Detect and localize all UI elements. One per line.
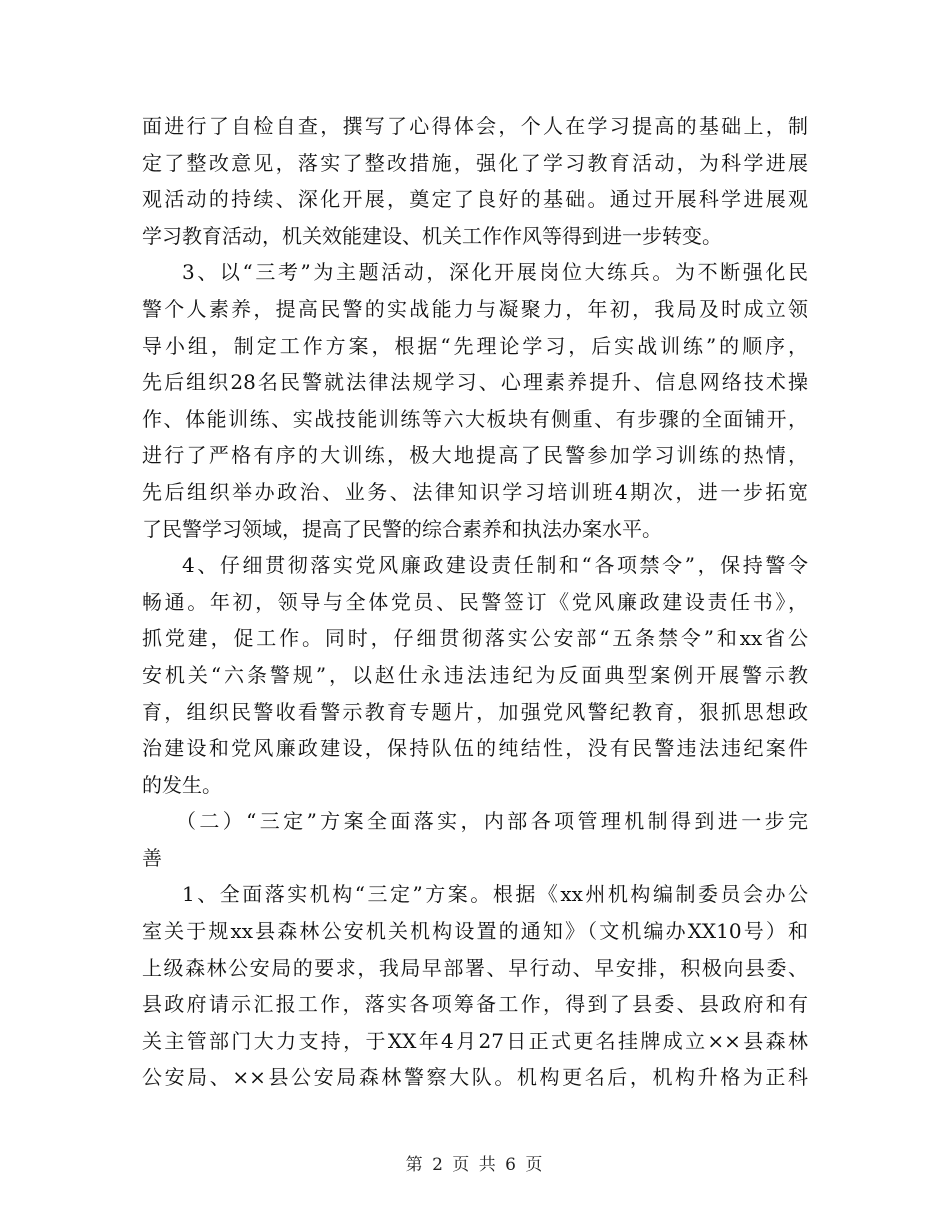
body-line-7: 导小组，制定工作方案，根据“先理论学习，后实战训练”的顺序，: [142, 333, 808, 358]
body-line-25: 县政府请示汇报工作，落实各项筹备工作，得到了县委、县政府和有: [142, 992, 808, 1017]
body-line-11: 先后组织举办政治、业务、法律知识学习培训班4期次，进一步拓宽: [142, 479, 808, 504]
body-line-26: 关主管部门大力支持，于XX年4月27日正式更名挂牌成立××县森林: [142, 1028, 808, 1053]
body-line-8: 先后组织28名民警就法律法规学习、心理素养提升、信息网络技术操: [142, 370, 808, 395]
page-number-footer: 第 2 页 共 6 页: [405, 1155, 545, 1175]
body-line-9: 作、体能训练、实战技能训练等六大板块有侧重、有步骤的全面铺开，: [142, 406, 808, 431]
body-line-24: 上级森林公安局的要求，我局早部署、早行动、早安排，积极向县委、: [142, 955, 808, 980]
body-line-23: 室关于规xx县森林公安机关机构设置的通知》（文机编办XX10号）和: [142, 919, 808, 944]
body-line-2: 定了整改意见，落实了整改措施，强化了学习教育活动，为科学进展: [142, 150, 808, 175]
body-line-19: 的发生。: [142, 772, 222, 797]
body-line-6: 警个人素养，提高民警的实战能力与凝聚力，年初，我局及时成立领: [142, 296, 808, 321]
subsection-2-heading-cont: 善: [142, 845, 162, 870]
body-line-3: 观活动的持续、深化开展，奠定了良好的基础。通过开展科学进展观: [142, 187, 808, 212]
body-line-15: 抓党建，促工作。同时，仔细贯彻落实公安部“五条禁令”和xx省公: [142, 626, 808, 651]
document-body: [142, 108, 808, 1096]
body-line-1: 面进行了自检自查，撰写了心得体会，个人在学习提高的基础上，制: [142, 114, 808, 138]
body-line-16: 安机关“六条警规”，以赵仕永违法违纪为反面典型案例开展警示教: [142, 662, 808, 687]
body-line-27: 公安局、××县公安局森林警察大队。机构更名后，机构升格为正科: [142, 1065, 808, 1090]
section-3-heading-line: 3、以“三考”为主题活动，深化开展岗位大练兵。为不断强化民: [182, 260, 808, 285]
body-line-4: 学习教育活动，机关效能建设、机关工作作风等得到进一步转变。: [142, 223, 722, 248]
body-line-17: 育，组织民警收看警示教育专题片，加强党风警纪教育，狠抓思想政: [142, 699, 808, 724]
section-4-heading-line: 4、仔细贯彻落实党风廉政建设责任制和“各项禁令”，保持警令: [182, 553, 808, 578]
body-line-12: 了民警学习领域，提高了民警的综合素养和执法办案水平。: [142, 516, 662, 541]
body-line-18: 治建设和党风廉政建设，保持队伍的纯结性，没有民警违法违纪案件: [142, 736, 808, 761]
body-line-14: 畅通。年初，领导与全体党员、民警签订《党风廉政建设责任书》，: [142, 589, 808, 614]
subsection-2-heading: （二）“三定”方案全面落实，内部各项管理机制得到进一步完: [176, 809, 808, 834]
item-1-heading-line: 1、全面落实机构“三定”方案。根据《xx州机构编制委员会办公: [182, 882, 808, 907]
body-line-10: 进行了严格有序的大训练，极大地提高了民警参加学习训练的热情，: [142, 443, 808, 468]
